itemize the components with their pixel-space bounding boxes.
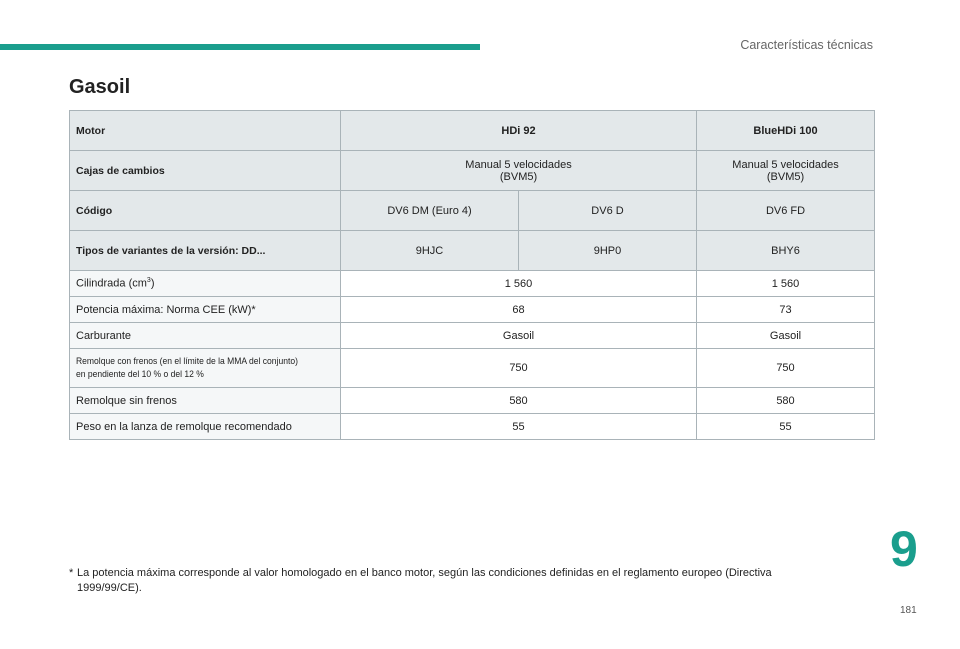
footnote-text: La potencia máxima corresponde al valor homologado en el banco motor, según las condiciones definidas en el reglamento europeo (Directiva 1999/99/CE).: [77, 567, 772, 594]
cell-cajas-col2: [697, 151, 875, 191]
cell-codigo-b: DV6 D: [519, 191, 697, 231]
cell-peso-lanza-col2: 55: [697, 414, 875, 440]
row-label-peso-lanza: Peso en la lanza de remolque recomendado: [70, 414, 341, 440]
row-label-cilindrada: [70, 271, 341, 297]
row-label-remolque-frenos: [70, 349, 341, 388]
header-accent-bar: [0, 44, 480, 50]
cell-potencia-col2: 73: [697, 297, 875, 323]
cell-motor-bluehdi100: BlueHDi 100: [697, 111, 875, 151]
row-label-cajas: Cajas de cambios: [70, 151, 341, 191]
row-label-codigo: Código: [70, 191, 341, 231]
cilindrada-label-pre: Cilindrada (cm: [76, 277, 147, 290]
cell-potencia-col1: 68: [341, 297, 697, 323]
chapter-number: 9: [890, 521, 918, 577]
specifications-table: [69, 110, 875, 440]
table-row-cilindrada: [70, 271, 875, 297]
cell-remolque-frenos-col2: 750: [697, 349, 875, 388]
row-label-carburante: Carburante: [70, 323, 341, 349]
table-row-tipos: [70, 231, 875, 271]
table-row-peso-lanza: [70, 414, 875, 440]
cajas-col2-line2: (BVM5): [766, 170, 805, 183]
remolque-frenos-line2: en pendiente del 10 % o del 12 %: [76, 369, 204, 380]
table-row-carburante: [70, 323, 875, 349]
remolque-frenos-line1: Remolque con frenos (en el límite de la MMA del conjunto): [76, 356, 298, 367]
page-number: 181: [900, 605, 917, 616]
section-title: Características técnicas: [740, 38, 873, 52]
table-row-remolque-frenos: [70, 349, 875, 388]
table-row-motor: [70, 111, 875, 151]
cell-remolque-frenos-col1: 750: [341, 349, 697, 388]
table-row-codigo: [70, 191, 875, 231]
cell-tipos-a: 9HJC: [341, 231, 519, 271]
cajas-col2-line1: Manual 5 velocidades: [732, 158, 839, 171]
page-title: Gasoil: [69, 76, 131, 98]
row-label-remolque-sin: Remolque sin frenos: [70, 388, 341, 414]
cajas-col1-line1: Manual 5 velocidades: [465, 158, 572, 171]
cell-motor-hdi92: HDi 92: [341, 111, 697, 151]
cell-peso-lanza-col1: 55: [341, 414, 697, 440]
cilindrada-label-post: ): [150, 277, 155, 290]
cell-codigo-c: DV6 FD: [697, 191, 875, 231]
cell-codigo-a: DV6 DM (Euro 4): [341, 191, 519, 231]
table-row-remolque-sin: [70, 388, 875, 414]
cell-tipos-b: 9HP0: [519, 231, 697, 271]
cell-carburante-col1: Gasoil: [341, 323, 697, 349]
cell-tipos-c: BHY6: [697, 231, 875, 271]
row-label-potencia: Potencia máxima: Norma CEE (kW)*: [70, 297, 341, 323]
cell-remolque-sin-col2: 580: [697, 388, 875, 414]
row-label-tipos: Tipos de variantes de la versión: DD...: [70, 231, 341, 271]
cell-carburante-col2: Gasoil: [697, 323, 875, 349]
cell-remolque-sin-col1: 580: [341, 388, 697, 414]
footnote-star: *: [69, 567, 74, 579]
footnote: [69, 566, 809, 596]
table-row-potencia: [70, 297, 875, 323]
row-label-motor: Motor: [70, 111, 341, 151]
cell-cajas-col1: [341, 151, 697, 191]
table-row-cajas: [70, 151, 875, 191]
cajas-col1-line2: (BVM5): [499, 170, 538, 183]
cell-cilindrada-col1: 1 560: [341, 271, 697, 297]
cell-cilindrada-col2: 1 560: [697, 271, 875, 297]
cilindrada-label-sup: 3: [146, 277, 151, 285]
